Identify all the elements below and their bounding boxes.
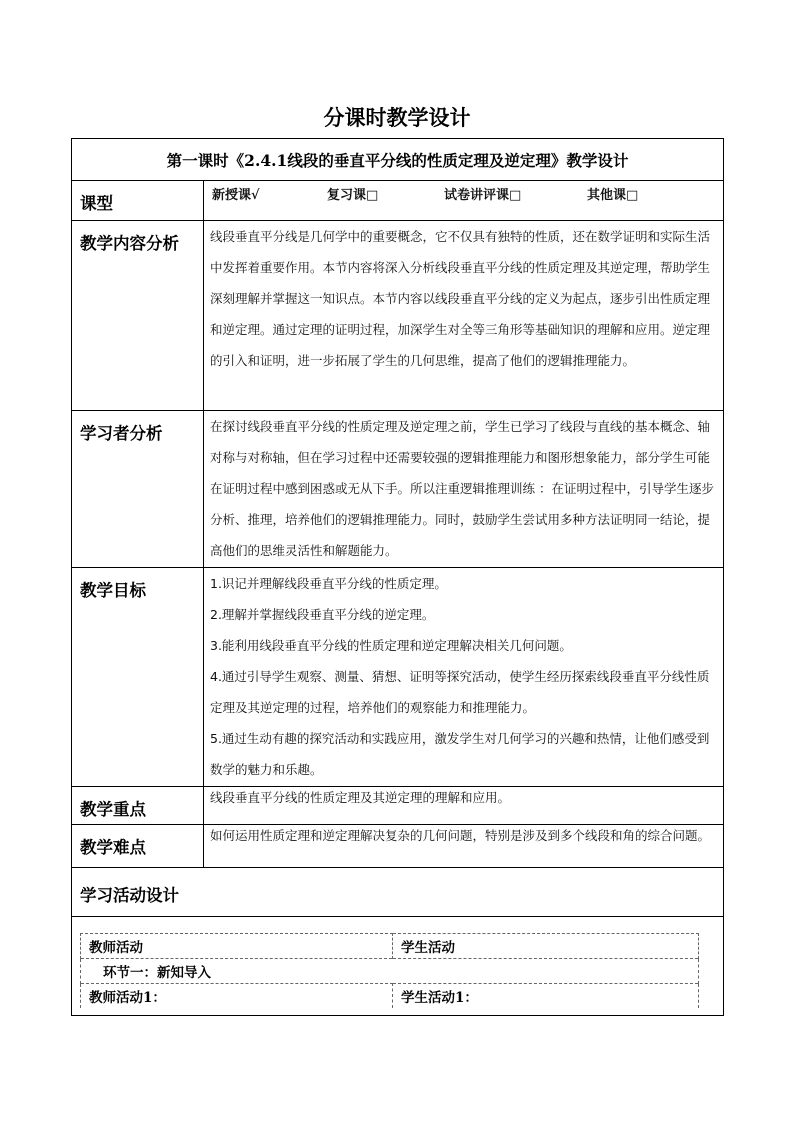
objective-item: 3.能利用线段垂直平分线的性质定理和逆定理解决相关几何问题。 (210, 638, 572, 653)
difficulties-label: 教学难点 (72, 825, 204, 868)
objective-item: 2.理解并掌握线段垂直平分线的逆定理。 (210, 607, 435, 622)
objectives-label: 教学目标 (72, 568, 204, 787)
course-type-label: 课型 (72, 181, 204, 221)
lesson-title: 第一课时《2.4.1线段的垂直平分线的性质定理及逆定理》教学设计 (72, 139, 724, 181)
student-activity-header: 学生活动 (393, 934, 699, 959)
teacher-activity-header: 教师活动 (81, 934, 393, 959)
student-activity-1: 学生活动1： (393, 984, 699, 1009)
difficulties-text: 如何运用性质定理和逆定理解决复杂的几何问题，特别是涉及到多个线段和角的综合问题。 (204, 825, 724, 868)
section-new-knowledge: 环节一：新知导入 (81, 959, 699, 984)
learner-analysis-label: 学习者分析 (72, 411, 204, 568)
key-points-label: 教学重点 (72, 787, 204, 825)
content-analysis-paragraph: 线段垂直平分线是几何学中的重要概念，它不仅具有独特的性质，还在数学证明和实际生活中发挥着重要作用。本节内容将深入分析线段垂直平分线的性质定理及其逆定理，帮助学生深刻理解并掌握这一知识点。本节内容以线段垂直平分线的定义为起点，逐步引出性质定理和逆定理。通过定理的证明过程，加深学生对全等三角形等基础知识的理解和应用。逆定理的引入和证明，进一步拓展了学生的几何思维，提高了他们的逻辑推理能力。 (210, 229, 711, 368)
objective-item: 4.通过引导学生观察、测量、猜想、证明等探究活动，使学生经历探索线段垂直平分线性质定理及其逆定理的过程，培养他们的观察能力和推理能力。 (210, 669, 710, 715)
learner-analysis-text (204, 411, 724, 568)
course-type-new: 新授课√ (212, 188, 260, 203)
document-title: 分课时教学设计 (323, 105, 471, 130)
course-type-other: 其他课□ (587, 188, 639, 203)
key-points-text: 线段垂直平分线的性质定理及其逆定理的理解和应用。 (204, 787, 724, 825)
content-analysis-label: 教学内容分析 (72, 221, 204, 411)
activity-design-area (72, 917, 724, 1016)
lesson-design-table (71, 138, 724, 1016)
objective-item: 5.通过生动有趣的探究活动和实践应用，激发学生对几何学习的兴趣和热情，让他们感受到数学的魅力和乐趣。 (210, 731, 710, 777)
content-analysis-text (204, 221, 724, 411)
teacher-activity-1: 教师活动1： (81, 984, 393, 1009)
course-type-options (204, 181, 724, 221)
activity-design-label: 学习活动设计 (72, 868, 724, 917)
course-type-review: 复习课□ (327, 188, 379, 203)
objectives-list (204, 568, 724, 787)
objective-item: 1.识记并理解线段垂直平分线的性质定理。 (210, 576, 447, 591)
learner-analysis-paragraph: 在探讨线段垂直平分线的性质定理及逆定理之前，学生已学习了线段与直线的基本概念、轴对称与对称轴，但在学习过程中还需要较强的逻辑推理能力和图形想象能力，部分学生可能在证明过程中感到困惑或无从下手。所以注重逻辑推理训练 ：在证明过程中，引导学生逐步分析、推理，培养他们的逻辑推理能力。同时，鼓励学生尝试用多种方法证明同一结论，提高他们的思维灵活性和解题能力。 (210, 419, 714, 558)
activity-table (80, 933, 699, 1008)
course-type-exam-review: 试卷讲评课□ (444, 188, 522, 203)
